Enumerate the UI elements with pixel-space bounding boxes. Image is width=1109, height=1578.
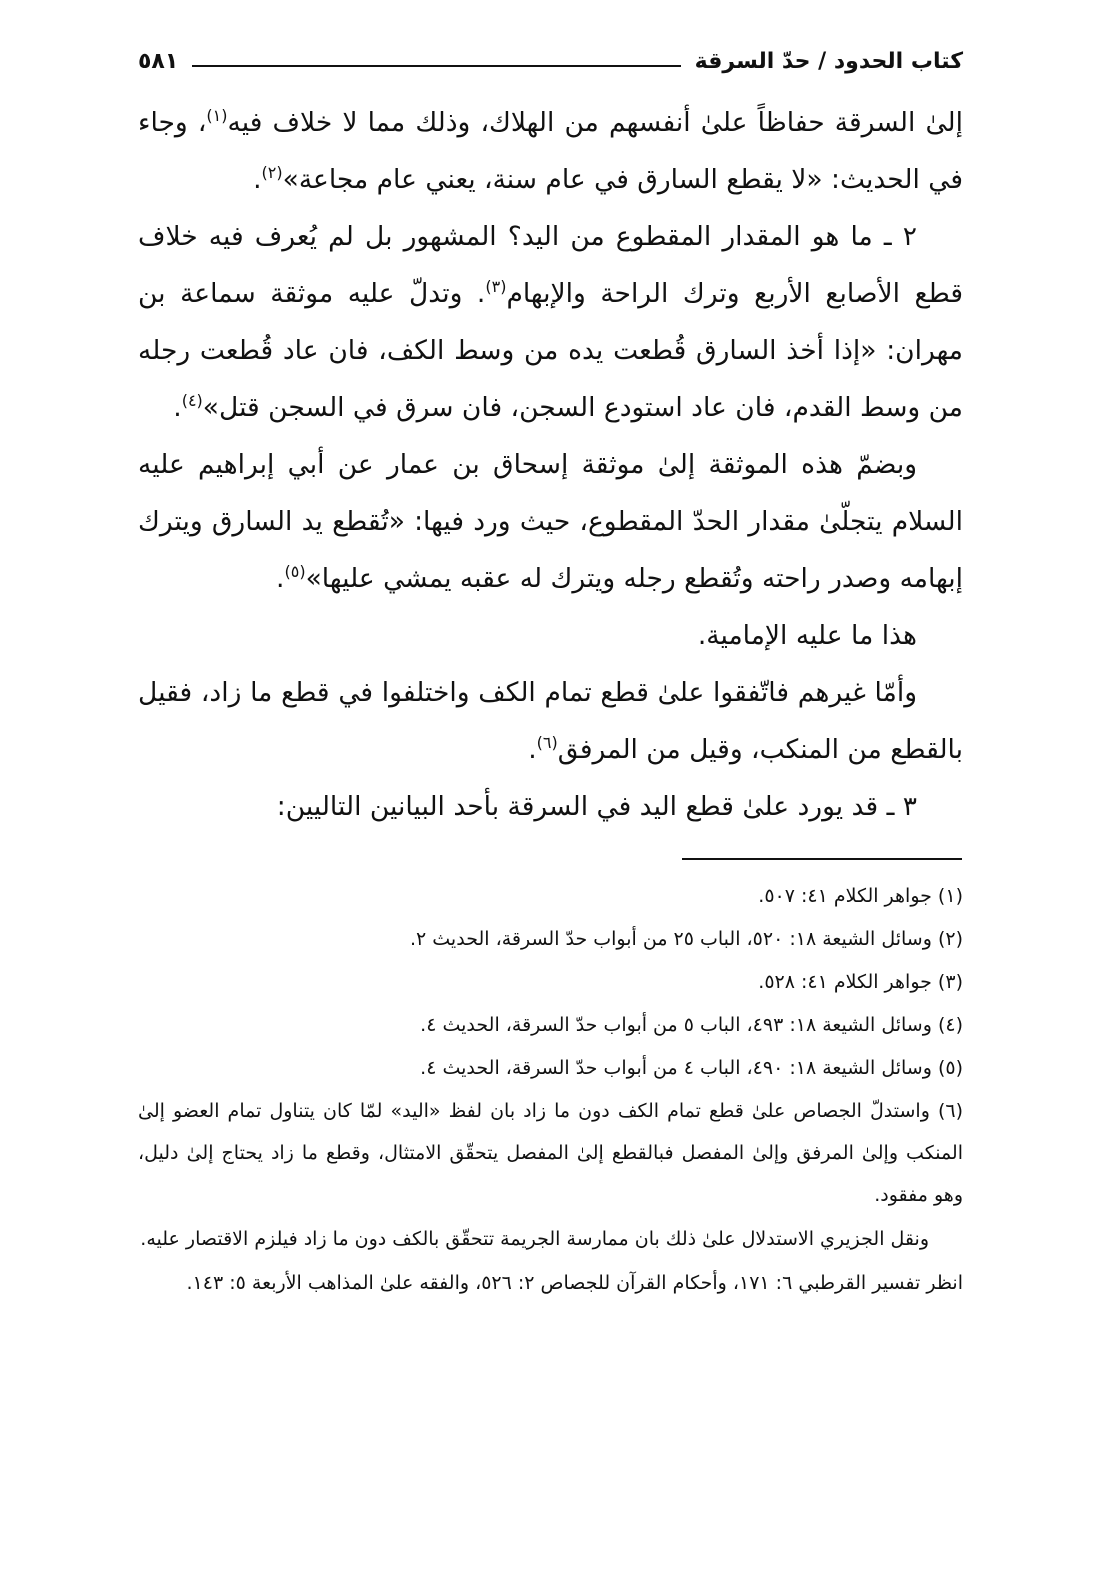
running-header	[138, 38, 963, 84]
footnote-5: (٥) وسائل الشيعة ١٨: ٤٩٠، الباب ٤ من أبواب حدّ السرقة، الحديث ٤.	[420, 1057, 963, 1079]
paragraph-text: . وتدلّ عليه موثقة سماعة بن مهران: «إذا أخذ السارق قُطعت يده من وسط الكف، فان عاد قُطعت رجله من وسط القدم، فان عاد استودع السجن، فان سرق في السجن قتل»	[138, 278, 963, 423]
paragraph-4: هذا ما عليه الإمامية.	[697, 620, 917, 651]
footnote-ref-3: (٣)	[485, 277, 507, 296]
paragraph-5	[138, 664, 963, 778]
footnotes	[138, 875, 963, 1304]
footnote-ref-2: (٢)	[261, 163, 283, 182]
footnote-1: (١) جواهر الكلام ٤١: ٥٠٧.	[758, 885, 963, 907]
paragraph-text: ٢ ـ ما هو المقدار المقطوع من اليد؟ المشهور بل لم يُعرف فيه خلاف قطع الأصابع الأربع وترك الراحة والإبهام	[138, 221, 963, 309]
paragraph-1	[138, 94, 963, 208]
footnote-2: (٢) وسائل الشيعة ١٨: ٥٢٠، الباب ٢٥ من أبواب حدّ السرقة، الحديث ٢.	[409, 928, 963, 950]
paragraph-text: إلىٰ السرقة حفاظاً علىٰ أنفسهم من الهلاك، وذلك مما لا خلاف فيه	[227, 107, 963, 138]
footnote-6-continuation: ونقل الجزيري الاستدلال علىٰ ذلك بان ممارسة الجريمة تتحقّق بالكف دون ما زاد فيلزم الاقتصار عليه.	[140, 1228, 929, 1250]
page-number: ٥٨١	[138, 48, 179, 74]
footnote-ref-5: (٥)	[284, 562, 306, 581]
paragraph-3	[138, 436, 963, 607]
footnote-3: (٣) جواهر الكلام ٤١: ٥٢٨.	[758, 971, 963, 993]
footnote-separator	[682, 858, 962, 860]
paragraph-text: .	[276, 563, 285, 594]
main-text	[138, 94, 963, 835]
paragraph-text: وبضمّ هذه الموثقة إلىٰ موثقة إسحاق بن عمار عن أبي إبراهيم عليه السلام يتجلّىٰ مقدار الحدّ المقطوع، حيث ورد فيها: «تُقطع يد السارق ويترك إبهامه وصدر راحته وتُقطع رجله ويترك له عقبه يمشي عليها»	[138, 449, 963, 594]
footnote-4: (٤) وسائل الشيعة ١٨: ٤٩٣، الباب ٥ من أبواب حدّ السرقة، الحديث ٤.	[420, 1014, 963, 1036]
paragraph-text: .	[173, 392, 182, 423]
footnote-6: (٦) واستدلّ الجصاص علىٰ قطع تمام الكف دون ما زاد بان لفظ «اليد» لمّا كان يتناول تمام العضو إلىٰ المنكب وإلىٰ المرفق وإلىٰ المفصل فبالقطع إلىٰ المفصل يتحقّق الامتثال، وقطع ما زاد يحتاج إلىٰ دليل، وهو مفقود.	[138, 1100, 963, 1206]
paragraph-text: .	[528, 734, 537, 765]
paragraph-text: .	[253, 164, 262, 195]
header-title: كتاب الحدود / حدّ السرقة	[694, 48, 963, 74]
paragraph-text: وأمّا غيرهم فاتّفقوا علىٰ قطع تمام الكف واختلفوا في قطع ما زاد، فقيل بالقطع من المنكب، وقيل من المرفق	[138, 677, 963, 765]
footnote-ref-1: (١)	[206, 106, 228, 125]
paragraph-text: ، وجاء في الحديث: «لا يقطع السارق في عام سنة، يعني عام مجاعة»	[138, 107, 963, 195]
paragraph-6: ٣ ـ قد يورد علىٰ قطع اليد في السرقة بأحد البيانين التاليين:	[276, 791, 917, 822]
footnote-ref-6: (٦)	[536, 733, 558, 752]
footnote-ref-4: (٤)	[181, 391, 203, 410]
footnote-6-sources: انظر تفسير القرطبي ٦: ١٧١، وأحكام القرآن للجصاص ٢: ٥٢٦، والفقه علىٰ المذاهب الأربعة ٥: ١٤٣.	[186, 1272, 963, 1294]
header-rule	[192, 65, 680, 67]
paragraph-2	[138, 208, 963, 436]
